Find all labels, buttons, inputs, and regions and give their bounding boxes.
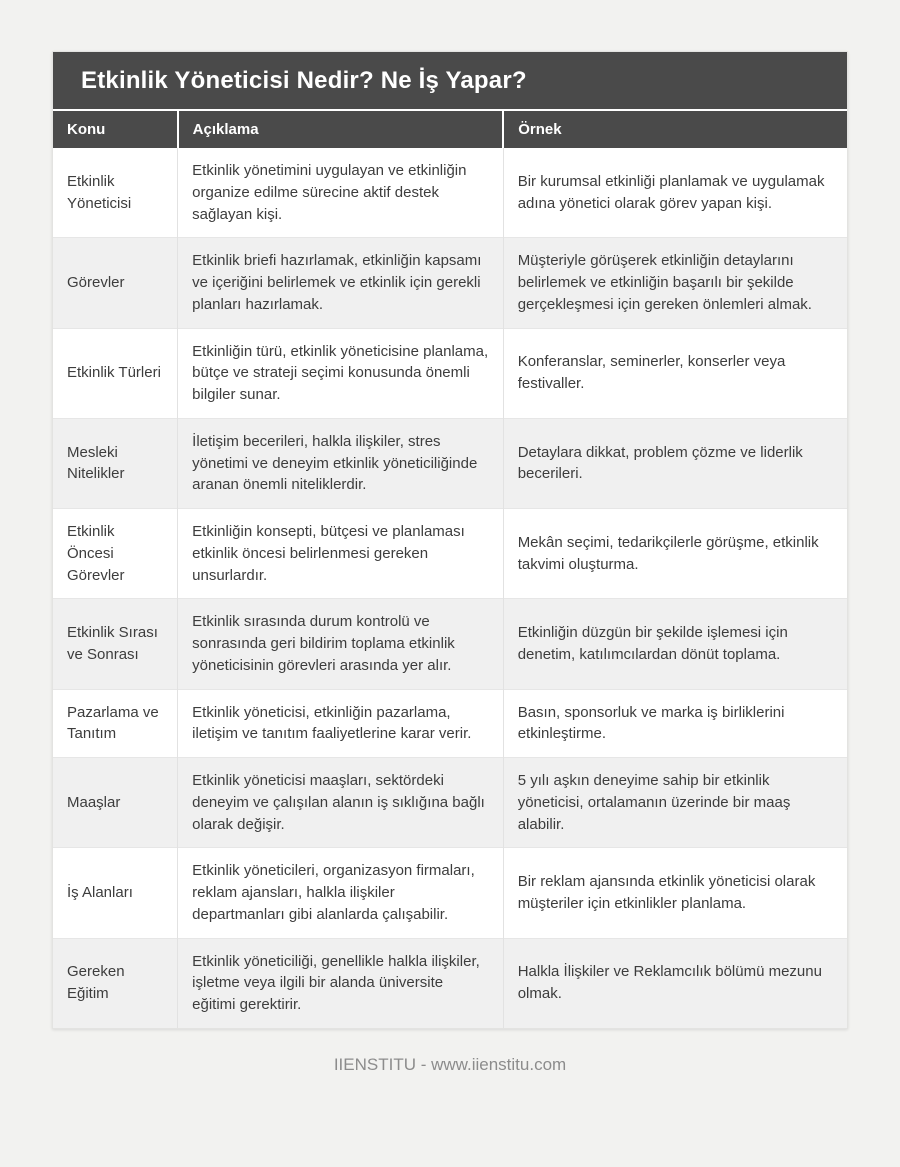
table-row [53, 758, 847, 848]
table-row [53, 689, 847, 758]
column-header-ornek: Örnek [503, 110, 847, 148]
topic-cell: Etkinlik Öncesi Görevler [53, 509, 178, 599]
topic-cell: Mesleki Nitelikler [53, 418, 178, 508]
description-cell: Etkinlik yöneticiliği, genellikle halkla ilişkiler, işletme veya ilgili bir alanda üniversite eğitimi gerektirir. [178, 938, 504, 1028]
topic-cell: Görevler [53, 238, 178, 328]
description-cell: Etkinlik yöneticisi, etkinliğin pazarlama, iletişim ve tanıtım faaliyetlerine karar verir. [178, 689, 504, 758]
column-header-konu: Konu [53, 110, 178, 148]
description-cell: Etkinlik yönetimini uygulayan ve etkinliğin organize edilme sürecine aktif destek sağlayan kişi. [178, 148, 504, 238]
description-cell: Etkinlik yöneticileri, organizasyon firmaları, reklam ajansları, halkla ilişkiler departmanları gibi alanlarda çalışabilir. [178, 848, 504, 938]
page [0, 51, 900, 1075]
table-row [53, 599, 847, 689]
topic-cell: Maaşlar [53, 758, 178, 848]
table-row [53, 938, 847, 1028]
topic-cell: İş Alanları [53, 848, 178, 938]
topic-cell: Etkinlik Yöneticisi [67, 172, 132, 212]
topic-cell: Pazarlama ve Tanıtım [53, 689, 178, 758]
example-cell: Bir kurumsal etkinliği planlamak ve uygulamak adına yönetici olarak görev yapan kişi. [503, 148, 847, 238]
table-row [53, 148, 847, 238]
column-header-aciklama: Açıklama [178, 110, 504, 148]
topic-cell: Gereken Eğitim [53, 938, 178, 1028]
page-title: Etkinlik Yöneticisi Nedir? Ne İş Yapar? [53, 52, 847, 109]
footer-credit: IIENSTITU - www.iienstitu.com [333, 1054, 567, 1074]
table-row [53, 418, 847, 508]
example-cell: Halkla İlişkiler ve Reklamcılık bölümü mezunu olmak. [503, 938, 847, 1028]
description-cell: İletişim becerileri, halkla ilişkiler, stres yönetimi ve deneyim etkinlik yöneticiliğinde aranan önemli niteliklerdir. [178, 418, 504, 508]
example-cell: Müşteriyle görüşerek etkinliğin detaylarını belirlemek ve etkinliğin başarılı bir şekilde gerçekleşmesi için gereken önlemleri almak. [503, 238, 847, 328]
table-row [53, 238, 847, 328]
table-row [53, 509, 847, 599]
example-cell: Bir reklam ajansında etkinlik yöneticisi olarak müşteriler için etkinlikler planlama. [503, 848, 847, 938]
topic-cell: Etkinlik Türleri [53, 328, 178, 418]
info-table-card [52, 51, 848, 1029]
example-cell: Basın, sponsorluk ve marka iş birliklerini etkinleştirme. [503, 689, 847, 758]
info-table [53, 109, 847, 1028]
example-cell: Detaylara dikkat, problem çözme ve liderlik becerileri. [503, 418, 847, 508]
example-cell: Konferanslar, seminerler, konserler veya festivaller. [503, 328, 847, 418]
header-row [53, 110, 847, 148]
description-cell: Etkinliğin konsepti, bütçesi ve planlaması etkinlik öncesi belirlenmesi gereken unsurlardır. [178, 509, 504, 599]
description-cell: Etkinliğin türü, etkinlik yöneticisine planlama, bütçe ve strateji seçimi konusunda önemli bilgiler sunar. [178, 328, 504, 418]
table-row [53, 848, 847, 938]
description-cell: Etkinlik yöneticisi maaşları, sektördeki deneyim ve çalışılan alanın iş sıklığına bağlı olarak değişir. [178, 758, 504, 848]
example-cell: Etkinliğin düzgün bir şekilde işlemesi için denetim, katılımcılardan dönüt toplama. [503, 599, 847, 689]
description-cell: Etkinlik briefi hazırlamak, etkinliğin kapsamı ve içeriğini belirlemek ve etkinlik için gerekli planları hazırlamak. [178, 238, 504, 328]
example-cell: 5 yılı aşkın deneyime sahip bir etkinlik yöneticisi, ortalamanın üzerinde bir maaş alabilir. [503, 758, 847, 848]
example-cell: Mekân seçimi, tedarikçilerle görüşme, etkinlik takvimi oluşturma. [503, 509, 847, 599]
topic-cell: Etkinlik Sırası ve Sonrası [53, 599, 178, 689]
table-row [53, 328, 847, 418]
description-cell: Etkinlik sırasında durum kontrolü ve sonrasında geri bildirim toplama etkinlik yöneticisinin görevleri arasında yer alır. [178, 599, 504, 689]
